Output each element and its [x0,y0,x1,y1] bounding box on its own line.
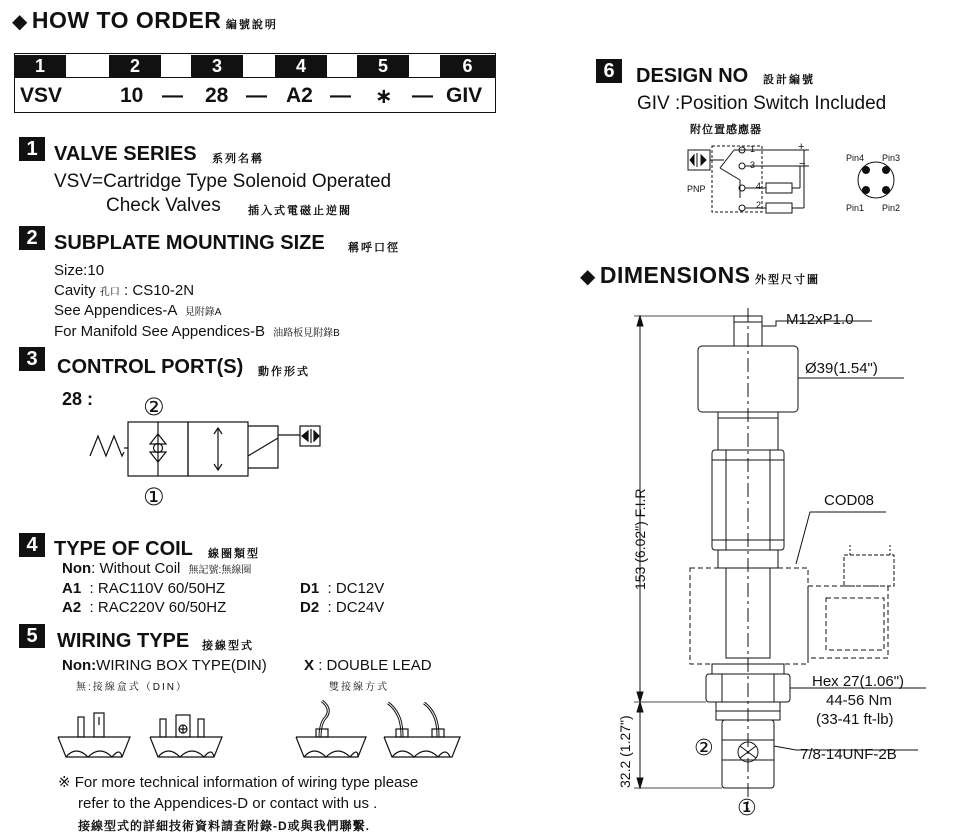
wire-num-4: 4 [756,181,762,191]
section-6-title: DESIGN NO [636,65,749,87]
page-title-cjk: 編號說明 [225,19,278,31]
coil-code-label: COD08 [824,492,875,509]
code-series: VSV [20,84,63,107]
valve-symbol-diagram [88,418,328,488]
double-lead-icon-1 [296,701,366,757]
diameter-label: Ø39(1.54") [805,360,878,377]
section-3-badge: 3 [19,347,45,371]
section-2-size: Size:10 [54,262,105,279]
wiring-x-cjk: 雙接線方式 [329,682,389,693]
order-number-4: 4 [275,55,327,77]
valve-dimension-drawing [600,300,940,820]
pin3-label: Pin3 [882,153,901,163]
wiring-x-text: : DOUBLE LEAD [318,657,432,674]
hex-label: Hex 27(1.06") [812,673,905,690]
wire-num-1: 1 [750,144,756,154]
page-title: HOW TO ORDER [31,7,222,33]
appendix-b-text: For Manifold See Appendices-B [54,323,265,340]
code-coil: A2 [286,84,313,107]
pin2-label: Pin2 [882,203,901,213]
code-dash-1: — [162,84,183,107]
section-6-badge: 6 [596,59,622,83]
section-5-badge: 5 [19,624,45,648]
code-wiring: ∗ [375,85,393,108]
cavity-value: : CS10-2N [124,282,195,299]
appendix-a-text: See Appendices-A [54,302,177,319]
port-2-label: ② [143,394,165,421]
cavity-cjk: 孔口 [99,287,120,298]
dimensions-title: DIMENSIONS [599,262,751,288]
wiring-note-line3: 接線型式的詳細技術資料請查附錄-D或與我們聯繫. [78,819,370,833]
wire-num-2: 2 [756,200,762,210]
dimensions-title-cjk: 外型尺寸圖 [754,274,820,286]
section-2-title-cjk: 稱呼口徑 [348,242,400,254]
section-3-title-cjk: 動作形式 [258,366,310,378]
coil-a2-code: A2 [62,599,82,616]
coil-non [62,560,251,577]
dim-port-1-label: ① [737,795,757,820]
section-2-appendix-a [54,302,221,319]
coil-d2-code: D2 [300,599,320,616]
thread-bottom-label: 7/8-14UNF-2B [800,746,897,763]
order-number-3: 3 [191,55,243,77]
coil-d1-value: : DC12V [327,580,385,597]
code-dash-4: — [412,84,433,107]
order-number-5: 5 [357,55,409,77]
wiring-non-text: WIRING BOX TYPE(DIN) [96,657,267,674]
lower-height-label: 32.2 (1.27") [617,715,633,788]
coil-d1-code: D1 [300,580,320,597]
wiring-non-cjk: 無:接線盒式（DIN） [76,682,188,693]
coil-a1-code: A1 [62,580,82,597]
plus-label: + [798,141,805,153]
coil-d1 [300,580,384,597]
coil-a2-value: : RAC220V 60/50HZ [89,599,227,616]
appendix-b-cjk: 油路板見附錄B [273,328,340,339]
torque-nm-label: 44-56 Nm [826,692,892,709]
port-1-label: ① [143,484,165,511]
wiring-x [304,657,432,674]
wiring-x-code: X [304,657,315,674]
din-connector-icon-1 [58,713,130,757]
section-5-title-cjk: 接線型式 [202,640,254,652]
section-2-cavity [54,282,194,299]
torque-ftlb-label: (33-41 ft-lb) [816,711,894,728]
design-giv: GIV :Position Switch Included [637,93,887,114]
section-2-badge: 2 [19,226,45,250]
section-5-title: WIRING TYPE [57,630,190,652]
section-4-title-cjk: 線圈類型 [208,548,260,560]
thread-top-label: M12xP1.0 [786,311,854,328]
wire-num-3: 3 [750,160,756,170]
double-lead-icon-2 [384,703,460,757]
order-number-1: 1 [14,55,66,77]
cavity-label: Cavity [54,282,96,299]
section-6-title-cjk: 設計編號 [763,74,815,86]
section-1-line1: VSV=Cartridge Type Solenoid Operated [54,171,392,192]
section-2-appendix-b [54,323,340,340]
section-2-title: SUBPLATE MOUNTING SIZE [54,232,325,254]
total-height-label: 153 (6.02") F.I.R [632,488,648,590]
pin4-label: Pin4 [846,153,865,163]
wiring-note-line2: refer to the Appendices-D or contact with us . [78,795,378,812]
coil-non-cjk: 無記號:無線圈 [188,565,252,576]
code-control: 28 [205,84,229,107]
coil-d2 [300,599,384,616]
order-number-2: 2 [109,55,161,77]
design-giv-cjk: 附位置感應器 [690,124,762,136]
wiring-non [62,657,267,674]
din-connector-icon-2 [150,715,222,757]
coil-a2 [62,599,226,616]
code-design: GIV [446,84,483,107]
section-1-title-cjk: 系列名稱 [212,153,264,165]
order-number-6: 6 [440,55,495,77]
coil-a1-value: : RAC110V 60/50HZ [89,580,226,597]
section-3-title: CONTROL PORT(S) [57,356,244,378]
code-dash-3: — [330,84,351,107]
wiring-non-code: Non: [62,657,97,674]
section-4-badge: 4 [19,533,45,557]
order-header: ◆ HOW TO ORDER 編號說明 [12,7,278,33]
control-code: 28 : [62,389,94,409]
wiring-type-illustrations [50,695,470,770]
coil-a1 [62,580,225,597]
appendix-a-cjk: 見附錄A [184,307,222,318]
section-1-line2-cjk: 插入式電磁止逆閥 [248,205,352,217]
code-dash-2: — [246,84,267,107]
section-1-title: VALVE SERIES [54,143,197,165]
coil-non-code: Non [62,560,92,577]
coil-d2-value: : DC24V [327,599,385,616]
wiring-note-line1: ※ For more technical information of wiring type please [58,774,419,791]
pnp-label: PNP [687,184,706,194]
pin1-label: Pin1 [846,203,865,213]
code-size: 10 [120,84,144,107]
minus-label: − [799,158,806,170]
dimensions-header: ◆ DIMENSIONS 外型尺寸圖 [580,262,820,288]
section-1-badge: 1 [19,137,45,161]
section-1-line2: Check Valves [106,195,221,216]
coil-non-text: : Without Coil [91,560,181,577]
section-4-title: TYPE OF COIL [54,538,193,560]
dim-port-2-label: ② [694,735,714,760]
